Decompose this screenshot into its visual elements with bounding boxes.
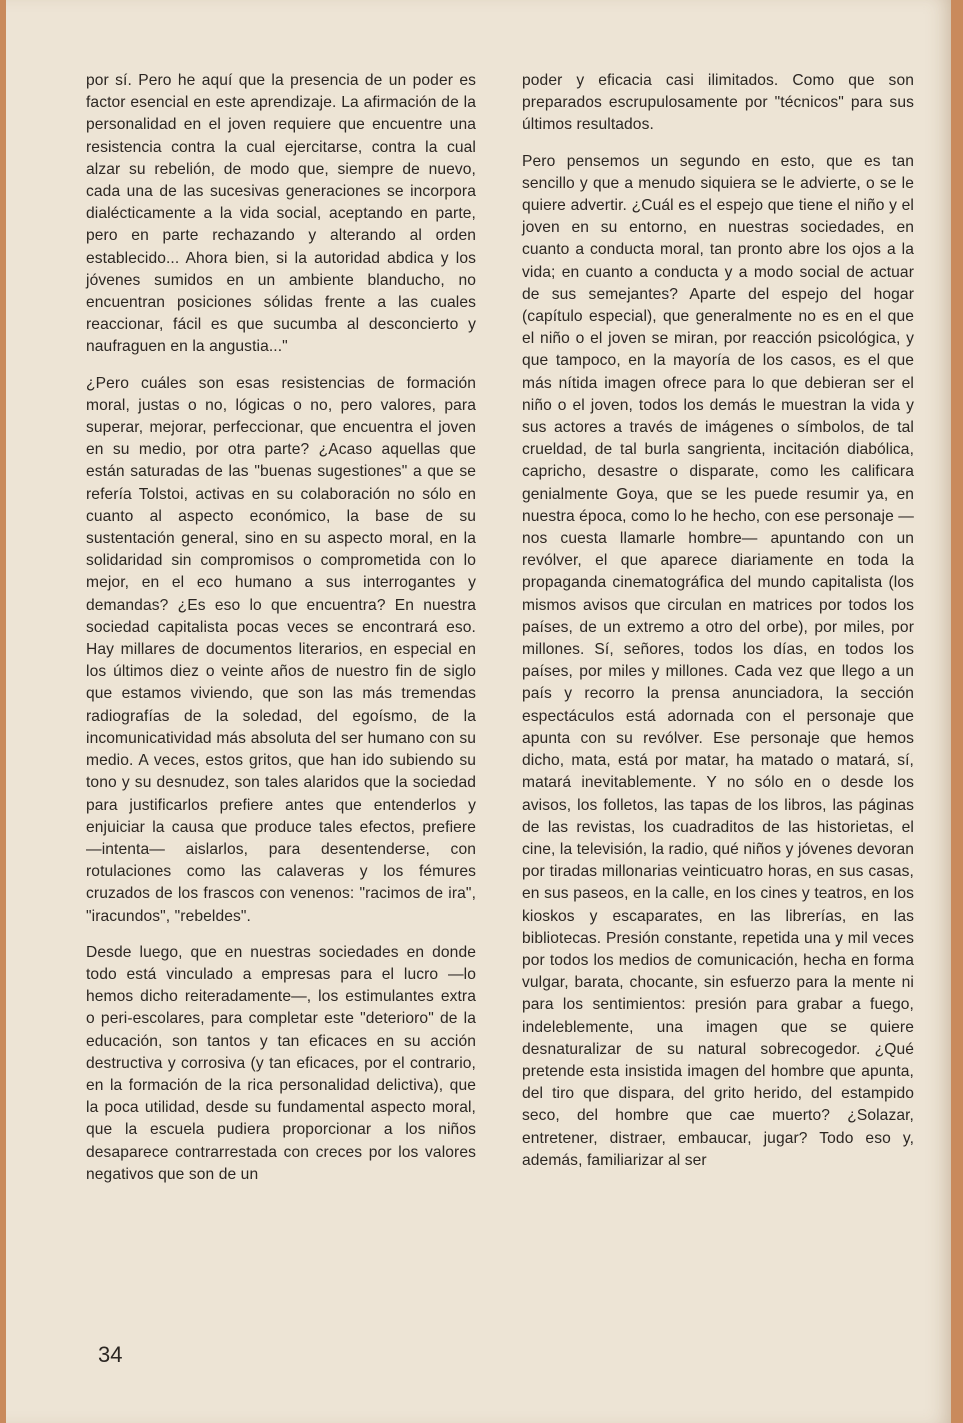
paragraph: poder y eficacia casi ilimitados. Como que son preparados escrupulosamente por "técnicos" para sus últimos resultados. (522, 72, 914, 134)
page-number: 34 (98, 1342, 123, 1367)
paragraph: por sí. Pero he aquí que la presencia de un poder es factor esencial en este aprendizaje. La afirmación de la personalidad en el joven requiere que encuentre una resistencia contra la cual ejercitarse, contra la cual alzar su rebelión, de modo que, siempre de nuevo, cada una de las sucesivas generaciones se incorpora dialécticamente a la vida social, aceptando en parte, pero en parte rechazando y alterando al orden establecido... Ahora bien, si la autoridad abdica y los jóvenes sumidos en un ambiente blanducho, no encuentran posiciones sólidas frente a las cuales reaccionar, fácil es que sucumba al desconcierto y naufraguen en la angustia..." (86, 72, 476, 356)
paragraph: Desde luego, que en nuestras sociedades en donde todo está vinculado a empresas para el lucro —lo hemos dicho reiteradamente—, los estimulantes extra o peri-escolares, para completar este "deterioro" de la educación, son tantos y tan eficaces en su acción destructiva y corrosiva (y tan eficaces, por el contrario, en la formación de la rica personalidad delictiva), que la poca utilidad, desde su fundamental aspecto moral, que la escuela pudiera proporcionar a los niños desaparece contrarrestada con creces por los valores negativos que son de un (86, 943, 476, 1183)
left-column (86, 70, 476, 1186)
right-column (522, 70, 914, 1172)
paragraph: Pero pensemos un segundo en esto, que es tan sencillo y que a menudo siquiera se le advierte, o se le quiere advertir. ¿Cuál es el espejo que tiene el niño y el joven en su entorno, en nuestras sociedades, en cuanto a conducta moral, tan pronto abre los ojos a la vida; en cuanto a conducta y a modo social de actuar de sus semejantes? Aparte del espejo del hogar (capítulo especial), que generalmente no es en el que el niño o el joven se miran, por reacción psicológica, y que tampoco, en la mayoría de los casos, es el que más nítida imagen ofrece para lo que debieran ser el niño o el joven, todos los demás le muestran la vida y sus actores a través de imágenes o símbolos, de tal crueldad, de tal burla sangrienta, incitación diabólica, capricho, desastre o disparate, como les calificara genialmente Goya, que se les puede resumir ya, en nuestra época, como lo he hecho, con ese personaje —nos cuesta llamarle hombre— apuntando con un revólver, el que aparece diariamente en toda la propaganda cinematográfica del mundo capitalista (los mismos avisos que circulan en matrices por todos los países, de un extremo a otro del orbe), por miles, por millones. Sí, señores, todos los días, en todos los países, por miles y millones. Cada vez que llego a un país y recorro la prensa anunciadora, la sección espectáculos está adornada con el personaje que apunta con su revólver. Ese personaje que hemos dicho, mata, está por matar, ha matado o matará, sí, matará inevitablemente. Y no sólo en o desde los avisos, los folletos, las tapas de los libros, las páginas de las revistas, los cuadraditos de las historietas, el cine, la televisión, la radio, qué niños y jóvenes devoran por tiradas millonarias veinticuatro horas, en sus casas, en sus paseos, en la calle, en los cines y teatros, en los kioskos y escaparates, en las librerías, en las bibliotecas. Presión constante, repetida una y mil veces por todos los medios de comunicación, hecha en forma vulgar, barata, chocante, sin esfuerzo para la mente ni para los sentimientos: presión para grabar a fuego, indeleblemente, una imagen que se quiere desnaturalizar de su natural sobrecogedor. ¿Qué pretende esta insistida imagen del hombre que apunta, del tiro que dispara, del grito herido, del estampido seco, del hombre que cae muerto? ¿Solazar, entretener, distraer, embaucar, jugar? Todo eso y, además, familiarizar al ser (522, 152, 914, 1169)
paragraph: ¿Pero cuáles son esas resistencias de formación moral, justas o no, lógicas o no, pero valores, para superar, mejorar, perfeccionar, que encuentra el joven en su medio, por otra parte? ¿Acaso aquellas que están saturadas de las "buenas sugestiones" a que se refería Tolstoi, activas en su colaboración no sólo en cuanto al aspecto económico, la base de su sustentación general, sino en su aspecto moral, en la solidaridad sin compromisos o comprometida con lo mejor, en el eco humano a sus interrogantes y demandas? ¿Es eso lo que encuentra? En nuestra sociedad capitalista pocas veces se encontrará eso. Hay millares de documentos literarios, en especial en los últimos diez o veinte años de nuestro fin de siglo que estamos viviendo, que son las más tremendas radiografías de la soledad, del egoísmo, de la incomunicatividad más absoluta del ser humano con su medio. A veces, estos gritos, que han ido subiendo su tono y su desnudez, son tales alaridos que la sociedad para justificarlos prefiere antes que entenderlos y enjuiciar la causa que produce tales efectos, prefiere —intenta— aislarlos, para desentenderse, con rotulaciones como las calaveras y los fémures cruzados de los frascos con venenos: "racimos de ira", "iracundos", "rebeldes". (86, 374, 476, 925)
page (6, 0, 951, 1423)
